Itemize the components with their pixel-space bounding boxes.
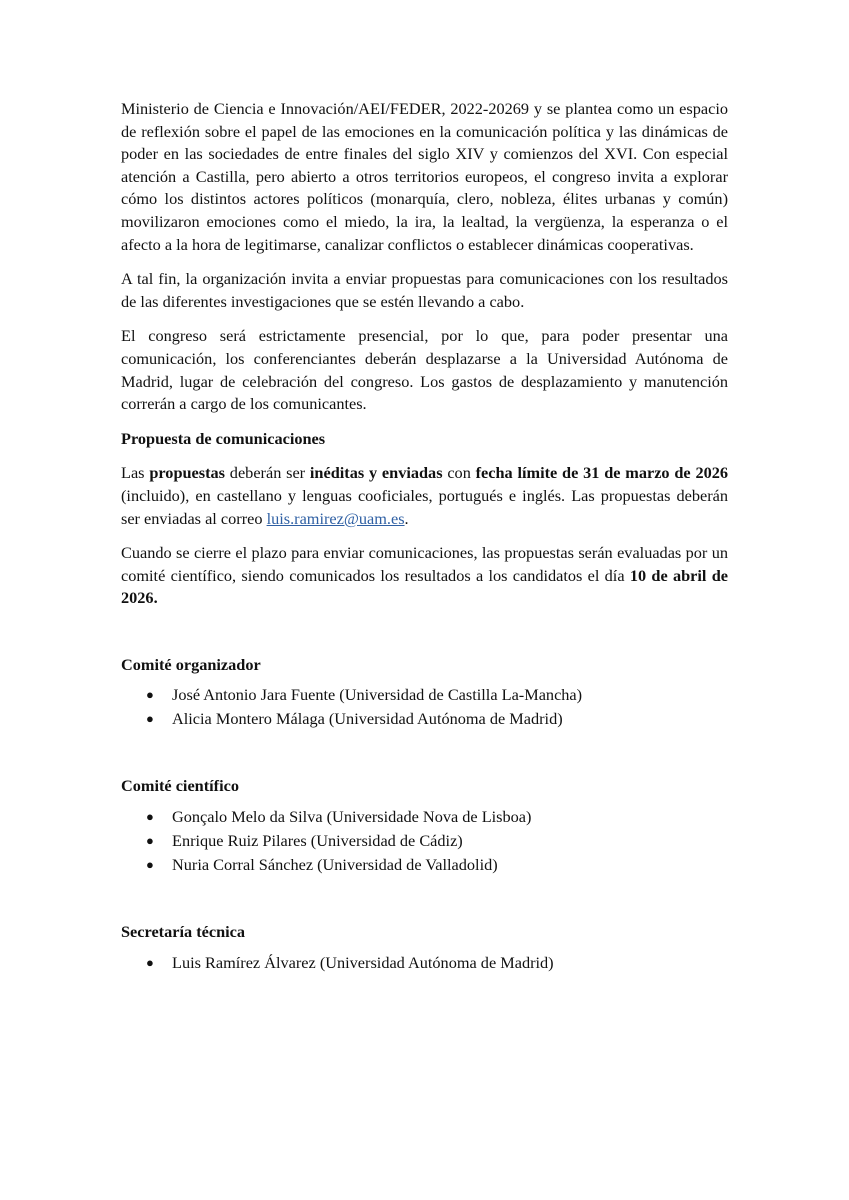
member-name: Luis Ramírez Álvarez (Universidad Autónoma de Madrid): [172, 952, 554, 972]
text-segment: Cuando se cierre el plazo para enviar comunicaciones, las propuestas serán evaluadas por un comité científico, siendo comunicados los resultados a los candidatos el día: [121, 543, 728, 585]
member-name: José Antonio Jara Fuente (Universidad de Castilla La-Mancha): [172, 685, 583, 705]
intro-paragraph: Ministerio de Ciencia e Innovación/AEI/FEDER, 2022-20269 y se plantea como un espacio de reflexión sobre el papel de las emociones en la comunicación política y las dinámicas de poder en las sociedades de entre finales del siglo XIV y comienzos del XVI. Con especial atención a Castilla, pero abierto a otros territorios europeos, el congreso invita a explorar cómo los distintos actores políticos (monarquía, clero, nobleza, élites urbanas y común) movilizaron emociones como el miedo, la ira, la lealtad, la vergüenza, la esperanza o el afecto a la hora de legitimarse, canalizar conflictos o establecer dinámicas cooperativas.: [121, 99, 728, 254]
bullet-icon: ●: [146, 857, 154, 873]
document-page: [121, 98, 728, 975]
deadline-text: fecha límite de 31 de marzo de 2026: [475, 463, 729, 483]
secretariat-list: [121, 951, 728, 975]
text-segment: con: [442, 463, 476, 483]
text-segment: .: [404, 508, 409, 528]
list-item: [121, 683, 728, 707]
organizing-committee-list: [121, 683, 728, 731]
list-item: [121, 853, 728, 877]
text-segment: (incluido), en castellano y lenguas cooficiales, portugués e inglés. Las propuestas deberán ser enviadas al correo: [121, 485, 728, 528]
scientific-committee-heading: Comité científico: [121, 776, 239, 796]
text-segment: deberán ser: [225, 463, 310, 483]
attendance-paragraph: El congreso será estrictamente presencial, por lo que, para poder presentar una comunicación, los conferenciantes deberán desplazarse a la Universidad Autónoma de Madrid, lugar de celebración del congreso. Los gastos de desplazamiento y manutención correrán a cargo de los comunicantes.: [121, 326, 728, 414]
call-paragraph: A tal fin, la organización invita a enviar propuestas para comunicaciones con los resultados de las diferentes investigaciones que se estén llevando a cabo.: [121, 269, 728, 311]
email-link[interactable]: luis.ramirez@uam.es: [266, 508, 405, 528]
list-item: [121, 805, 728, 829]
list-item: [121, 829, 728, 853]
bold-segment: inéditas y enviadas: [309, 463, 443, 483]
organizing-committee-heading: Comité organizador: [121, 654, 261, 674]
member-name: Gonçalo Melo da Silva (Universidade Nova de Lisboa): [172, 807, 532, 827]
member-name: Enrique Ruiz Pilares (Universidad de Cádiz): [172, 831, 463, 851]
list-item: [121, 951, 728, 975]
bullet-icon: ●: [146, 809, 154, 825]
bullet-icon: ●: [146, 711, 154, 727]
results-date: 10 de abril de 2026.: [121, 565, 728, 608]
scientific-committee-list: [121, 805, 728, 877]
text-segment: Las: [121, 463, 150, 483]
member-name: Nuria Corral Sánchez (Universidad de Valladolid): [172, 855, 498, 875]
member-name: Alicia Montero Málaga (Universidad Autónoma de Madrid): [172, 709, 563, 729]
bold-segment: propuestas: [149, 463, 226, 483]
secretariat-heading: Secretaría técnica: [121, 922, 246, 942]
bullet-icon: ●: [146, 954, 154, 970]
bullet-icon: ●: [146, 687, 154, 703]
evaluation-paragraph: [121, 542, 728, 610]
proposals-paragraph: [121, 462, 728, 530]
list-item: [121, 707, 728, 731]
proposals-heading: Propuesta de comunicaciones: [121, 428, 326, 448]
bullet-icon: ●: [146, 833, 154, 849]
